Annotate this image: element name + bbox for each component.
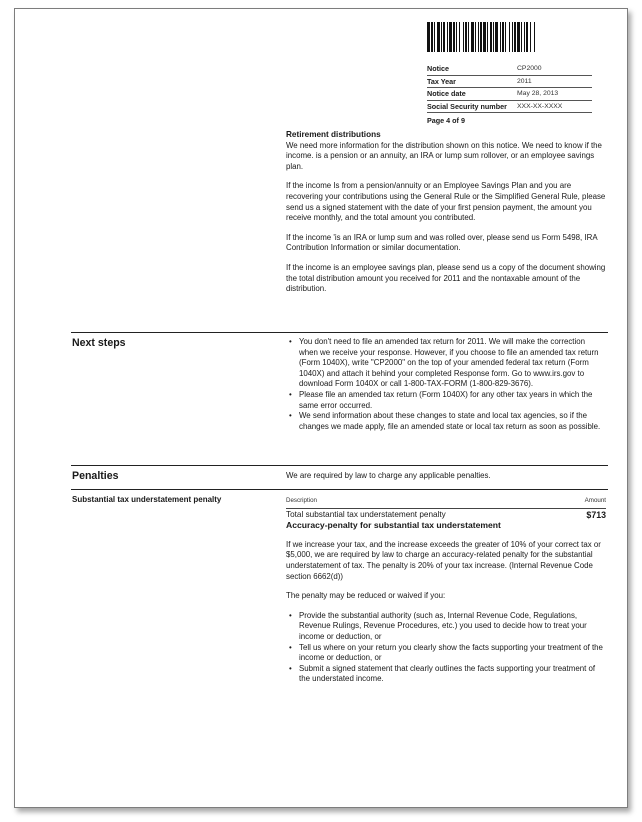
retirement-paragraph: If the income is an employee savings plan, please send us a copy of the document showing the total distribution amount you received for 2011 and the nontaxable amount of the distribution. — [286, 262, 606, 294]
substantial-penalty-title: Substantial tax understatement penalty — [72, 495, 222, 504]
retirement-paragraph: If the income Is from a pension/annuity or an Employee Savings Plan and you are recovering your contributions using the General Rule or the Simplified General Rule, please send us a signed statement with the date of your first pension payment, the amount you receive monthly, and the total amount you contributed. — [286, 181, 606, 223]
accuracy-penalty-title: Accuracy-penalty for substantial tax understatement — [286, 520, 501, 531]
retirement-section — [286, 130, 606, 304]
penalties-intro: We are required by law to charge any applicable penalties. — [286, 471, 491, 480]
notice-date-row — [427, 88, 592, 101]
substantial-penalty-section — [286, 496, 606, 685]
retirement-paragraph: We need more information for the distribution shown on this notice. We need to know if the income. is a pension or an annuity, an IRA or lump sum rollover, or an employee savings plan. — [286, 140, 602, 171]
retirement-title: Retirement distributions — [286, 130, 381, 139]
barcode-image — [427, 22, 617, 52]
notice-date-label: Notice date — [427, 89, 466, 99]
list-item: • Please file an amended tax return (Form 1040X) for any other tax years in which the same error occurred. — [286, 390, 606, 411]
notice-label: Notice — [427, 64, 449, 74]
tax-year-row — [427, 76, 592, 89]
section-divider — [71, 332, 608, 333]
list-item: • You don't need to file an amended tax return for 2011. We will make the correction when we receive your response. However, if you choose to file an amended tax return (Form 1040X), write "CP2000" on the top of your amended federal tax return (Form 1040X) and attach it behind your completed Response form. Go to www.irs.gov to download Form 1040X or call 1-800-TAX-FORM (1-800-829-3676). — [286, 337, 606, 390]
section-divider — [71, 489, 608, 490]
list-item: • Submit a signed statement that clearly outlines the facts supporting your treatment of the understated income. — [286, 664, 606, 685]
table-row — [286, 510, 606, 521]
next-steps-list-container — [286, 337, 606, 432]
notice-value: CP2000 — [517, 65, 542, 73]
notice-date-value: May 28, 2013 — [517, 90, 559, 98]
ssn-label: Social Security number — [427, 101, 507, 111]
next-steps-title: Next steps — [72, 337, 126, 349]
section-divider — [71, 465, 608, 466]
page-number: Page 4 of 9 — [427, 116, 465, 125]
notice-info-table — [427, 63, 592, 125]
penalty-description: Total substantial tax understatement penalty — [286, 509, 446, 519]
tax-year-label: Tax Year — [427, 76, 456, 86]
list-item: • We send information about these changes to state and local tax agencies, so if the changes we made apply, file an amended state or local tax return as soon as possible. — [286, 411, 606, 432]
next-steps-list — [286, 337, 606, 432]
list-item: • Tell us where on your return you clearly show the facts supporting your treatment of the income or deduction, or — [286, 643, 606, 664]
document-page — [14, 8, 628, 808]
ssn-value: XXX-XX-XXXX — [517, 102, 563, 110]
penalties-title: Penalties — [72, 470, 119, 482]
tax-year-value: 2011 — [517, 77, 532, 85]
penalty-table-header — [286, 496, 606, 509]
waiver-conditions-list — [286, 611, 606, 685]
penalty-amount: $713 — [586, 509, 606, 520]
reduce-waive-text: The penalty may be reduced or waived if you: — [286, 591, 446, 601]
notice-row — [427, 63, 592, 76]
description-column-header: Description — [286, 497, 317, 504]
list-item: • Provide the substantial authority (such as, Internal Revenue Code, Regulations, Revenue Rulings, Revenue Procedures, etc.) you used to decide how to treat your income or deduction, or — [286, 611, 606, 643]
ssn-row — [427, 101, 592, 114]
amount-column-header: Amount — [584, 497, 606, 504]
accuracy-penalty-text: If we increase your tax, and the increase exceeds the greater of 10% of your correct tax or $5,000, we are required by law to charge an accuracy-related penalty for the substantial understatement of tax. The penalty is 20% of your tax increase. (Internal Revenue Code section 6662(d)) — [286, 539, 601, 581]
retirement-paragraph: If the income 'is an IRA or lump sum and was rolled over, please send us Form 5498, IRA Contribution Information or similar documentation. — [286, 232, 598, 253]
